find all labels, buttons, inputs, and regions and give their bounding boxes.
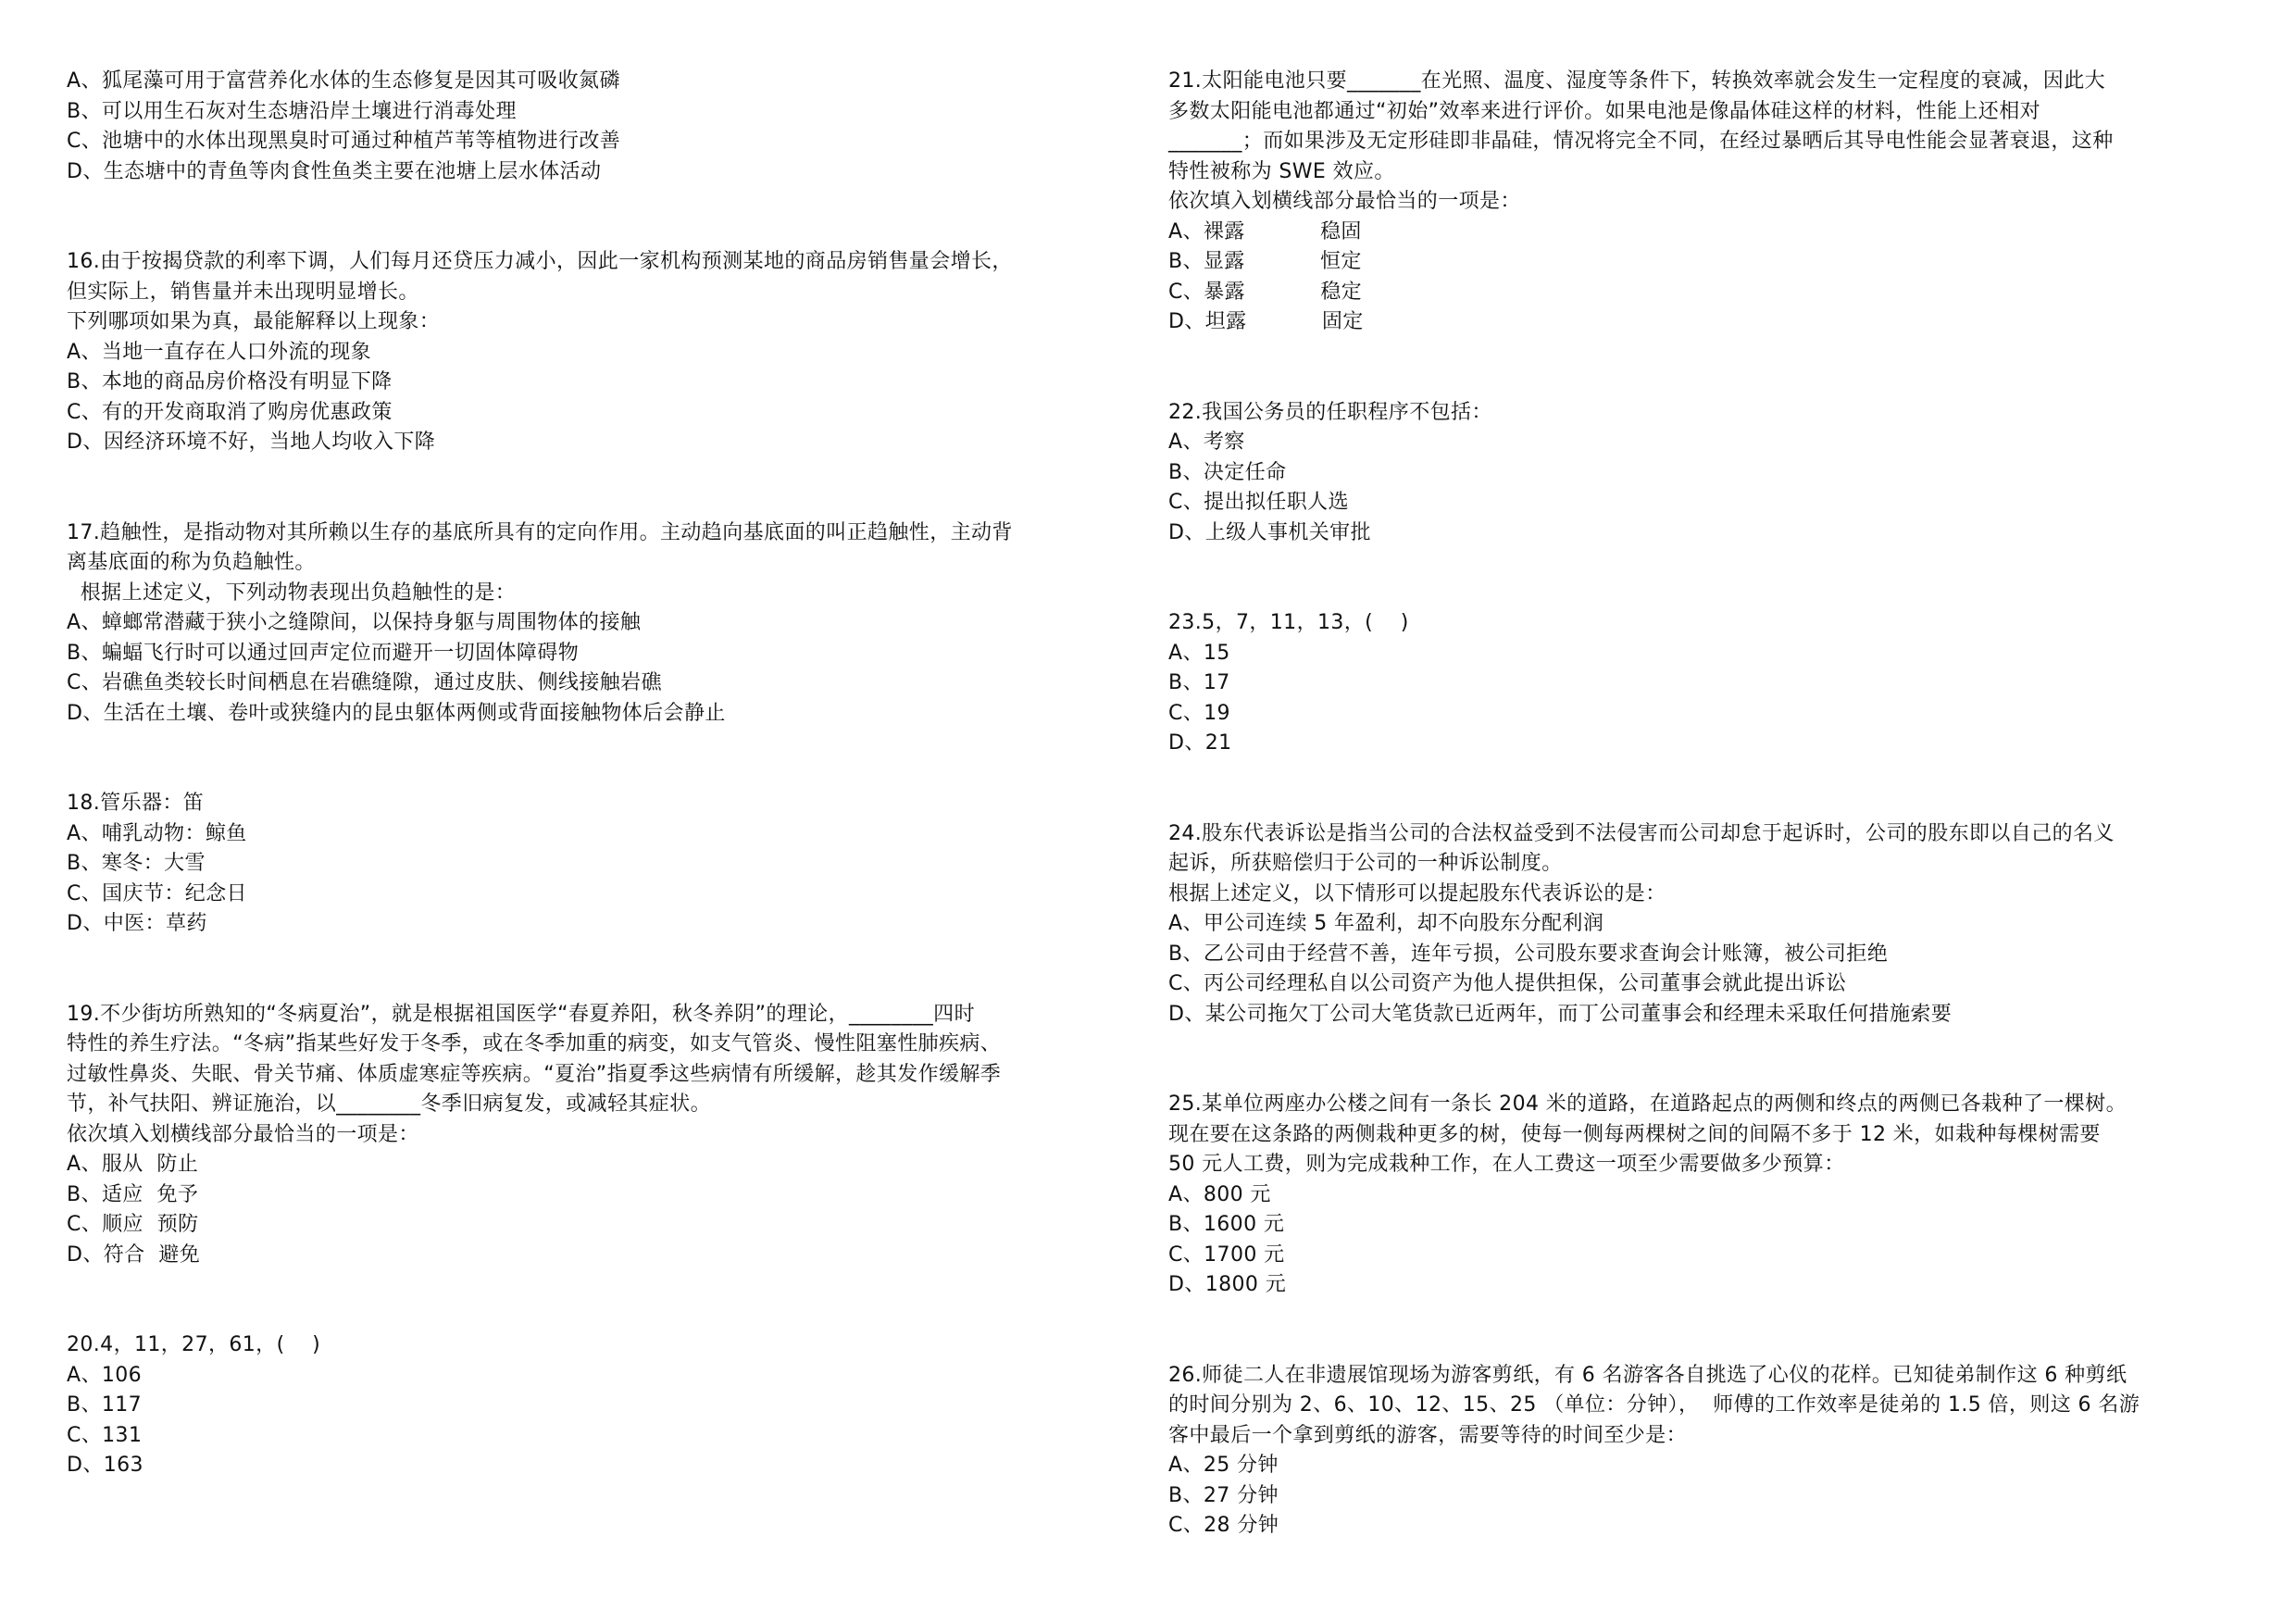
question-stem-line: 17.趋触性，是指动物对其所赖以生存的基底所具有的定向作用。主动趋向基底面的叫正趋触性，主动背	[67, 520, 1013, 544]
question-line: 根据上述定义，以下情形可以提起股东代表诉讼的是：	[1168, 881, 1666, 905]
question-line: D、因经济环境不好，当地人均收入下降	[67, 431, 436, 454]
question-spacer	[1168, 1030, 2242, 1090]
question-spacer	[67, 1270, 1141, 1330]
question-stem-line: 25.某单位两座办公楼之间有一条长 204 米的道路，在道路起点的两侧和终点的两侧已各栽种了一棵树。	[1168, 1092, 2127, 1116]
question-line: 现在要在这条路的两侧栽种更多的树，使每一侧每两棵树之间的间隔不多于 12 米，如栽种每棵树需要	[1168, 1122, 2101, 1146]
question-q22	[1168, 398, 2242, 549]
question-stem-line: 16.由于按揭贷款的利率下调，人们每月还贷压力减小，因此一家机构预测某地的商品房销售量会增长，	[67, 250, 1013, 273]
question-line: B、适应 免予	[67, 1182, 199, 1206]
question-stem-line: 18.管乐器：笛	[67, 792, 205, 815]
question-line: C、19	[1168, 701, 1230, 725]
question-line: C、提出拟任职人选	[1168, 491, 1349, 514]
question-spacer	[67, 187, 1141, 247]
question-line: B、1600 元	[1168, 1213, 1285, 1236]
question-line: C、131	[67, 1423, 143, 1447]
question-line: 特性的养生疗法。“冬病”指某些好发于冬季，或在冬季加重的病变，如支气管炎、慢性阻塞性肺疾病、	[67, 1032, 1002, 1055]
question-q26	[1168, 1361, 2242, 1542]
question-line: C、顺应 预防	[67, 1213, 199, 1236]
question-line: C、丙公司经理私自以公司资产为他人提供担保，公司董事会就此提出诉讼	[1168, 972, 1847, 995]
question-q24	[1168, 819, 2242, 1030]
question-line: 根据上述定义，下列动物表现出负趋触性的是：	[67, 581, 517, 605]
left-column	[67, 67, 1141, 1481]
question-line: A、15	[1168, 641, 1230, 665]
question-line: 的时间分别为 2、6、10、12、15、25 （单位：分钟）， 师傅的工作效率是徒弟的 1.5 倍，则这 6 名游	[1168, 1393, 2140, 1417]
question-line: D、某公司拖欠丁公司大笔货款已近两年，而丁公司董事会和经理未采取任何措施索要	[1168, 1002, 1953, 1026]
question-q20	[67, 1330, 1141, 1481]
question-line: B、本地的商品房价格没有明显下降	[67, 370, 393, 393]
question-line: 多数太阳能电池都通过“初始”效率来进行评价。如果电池是像晶体硅这样的材料，性能上还相对	[1168, 99, 2040, 123]
question-stem-line: 21.太阳能电池只要_______在光照、温度、湿度等条件下，转换效率就会发生一定程度的衰减，因此大	[1168, 69, 2105, 93]
question-spacer	[1168, 759, 2242, 819]
question-line: 客中最后一个拿到剪纸的游客，需要等待的时间至少是：	[1168, 1423, 1688, 1447]
question-line: B、决定任命	[1168, 460, 1287, 484]
question-line: B、可以用生石灰对生态塘沿岸土壤进行消毒处理	[67, 99, 517, 123]
question-stem-line: 22.我国公务员的任职程序不包括：	[1168, 400, 1492, 424]
question-stem-line: 24.股东代表诉讼是指当公司的合法权益受到不法侵害而公司却怠于起诉时，公司的股东即以自己的名义	[1168, 821, 2115, 845]
question-line: A、裸露 稳固	[1168, 219, 1362, 243]
question-q18	[67, 789, 1141, 940]
question-stem-line: 19.不少街坊所熟知的“冬病夏治”，就是根据祖国医学“春夏养阳，秋冬养阴”的理论，________四时	[67, 1002, 975, 1026]
question-line: 起诉，所获赔偿归于公司的一种诉讼制度。	[1168, 852, 1563, 875]
question-line: C、1700 元	[1168, 1242, 1285, 1267]
question-line: B、显露 恒定	[1168, 250, 1362, 273]
question-line: 但实际上，销售量并未出现明显增长。	[67, 280, 419, 304]
question-line: A、服从 防止	[67, 1153, 199, 1176]
question-line: B、蝙蝠飞行时可以通过回声定位而避开一切固体障碍物	[67, 641, 580, 665]
question-q21	[1168, 67, 2242, 338]
question-line: B、寒冬：大雪	[67, 852, 206, 875]
question-q25	[1168, 1090, 2242, 1301]
question-spacer	[67, 940, 1141, 1000]
question-line: _______；而如果涉及无定形硅即非晶硅，情况将完全不同，在经过暴晒后其导电性能会显著衰退，这种	[1168, 130, 2114, 153]
question-line: A、当地一直存在人口外流的现象	[67, 340, 372, 364]
question-line: D、中医：草药	[67, 912, 207, 935]
question-stem-line: 20.4，11，27，61，( )	[67, 1333, 321, 1356]
question-line: D、生活在土壤、卷叶或狭缝内的昆虫躯体两侧或背面接触物体后会静止	[67, 701, 726, 725]
question-q19	[67, 1000, 1141, 1271]
question-spacer	[1168, 548, 2242, 608]
question-line: 离基底面的称为负趋触性。	[67, 551, 316, 574]
question-line: B、27 分钟	[1168, 1483, 1279, 1507]
question-line: A、考察	[1168, 431, 1245, 454]
question-line: C、暴露 稳定	[1168, 280, 1363, 304]
question-line: D、坦露 固定	[1168, 310, 1364, 333]
question-stem-line: 23.5，7，11，13，( )	[1168, 611, 1409, 634]
right-column	[1168, 67, 2242, 1542]
question-line: 依次填入划横线部分最恰当的一项是：	[67, 1122, 419, 1146]
question-spacer	[67, 729, 1141, 789]
question-line: D、生态塘中的青鱼等肉食性鱼类主要在池塘上层水体活动	[67, 159, 602, 183]
question-line: A、哺乳动物：鲸鱼	[67, 821, 247, 845]
question-q16	[67, 247, 1141, 458]
question-line: C、28 分钟	[1168, 1514, 1279, 1537]
question-line: A、甲公司连续 5 年盈利，却不向股东分配利润	[1168, 912, 1604, 935]
question-line: C、池塘中的水体出现黑臭时可通过种植芦苇等植物进行改善	[67, 130, 621, 153]
question-line: D、符合 避免	[67, 1242, 201, 1267]
question-spacer	[67, 458, 1141, 518]
question-line: 50 元人工费，则为完成栽种工作，在人工费这一项至少需要做多少预算：	[1168, 1153, 1845, 1176]
question-line: A、25 分钟	[1168, 1454, 1279, 1477]
question-spacer	[1168, 1301, 2242, 1361]
question-line: A、106	[67, 1363, 143, 1387]
question-line: D、上级人事机关审批	[1168, 520, 1371, 544]
question-line: 节，补气扶阳、辨证施治，以________冬季旧病复发，或减轻其症状。	[67, 1092, 712, 1116]
question-line: 特性被称为 SWE 效应。	[1168, 159, 1395, 183]
question-line: C、岩礁鱼类较长时间栖息在岩礁缝隙，通过皮肤、侧线接触岩礁	[67, 671, 662, 694]
question-spacer	[1168, 338, 2242, 398]
question-line: B、117	[67, 1393, 143, 1417]
question-q23	[1168, 608, 2242, 759]
question-line: A、蟑螂常潜藏于狭小之缝隙间，以保持身躯与周围物体的接触	[67, 611, 642, 634]
question-line: B、17	[1168, 671, 1230, 694]
question-line: 依次填入划横线部分最恰当的一项是：	[1168, 190, 1521, 213]
question-stem-line: 26.师徒二人在非遗展馆现场为游客剪纸，有 6 名游客各自挑选了心仪的花样。已知徒弟制作这 6 种剪纸	[1168, 1363, 2128, 1387]
question-q17	[67, 518, 1141, 730]
question-line: D、163	[67, 1454, 144, 1477]
question-line: A、800 元	[1168, 1182, 1271, 1206]
question-line: D、1800 元	[1168, 1273, 1287, 1296]
question-line: C、有的开发商取消了购房优惠政策	[67, 400, 393, 424]
question-q15-tail	[67, 67, 1141, 187]
question-line: C、国庆节：纪念日	[67, 881, 247, 905]
question-line: 过敏性鼻炎、失眠、骨关节痛、体质虚寒症等疾病。“夏治”指夏季这些病情有所缓解，趁其发作缓解季	[67, 1062, 1002, 1086]
question-line: 下列哪项如果为真，最能解释以上现象：	[67, 310, 441, 333]
question-line: B、乙公司由于经营不善，连年亏损，公司股东要求查询会计账簿，被公司拒绝	[1168, 942, 1889, 966]
question-line: D、21	[1168, 731, 1232, 755]
question-stem-line: A、狐尾藻可用于富营养化水体的生态修复是因其可吸收氮磷	[67, 69, 620, 93]
